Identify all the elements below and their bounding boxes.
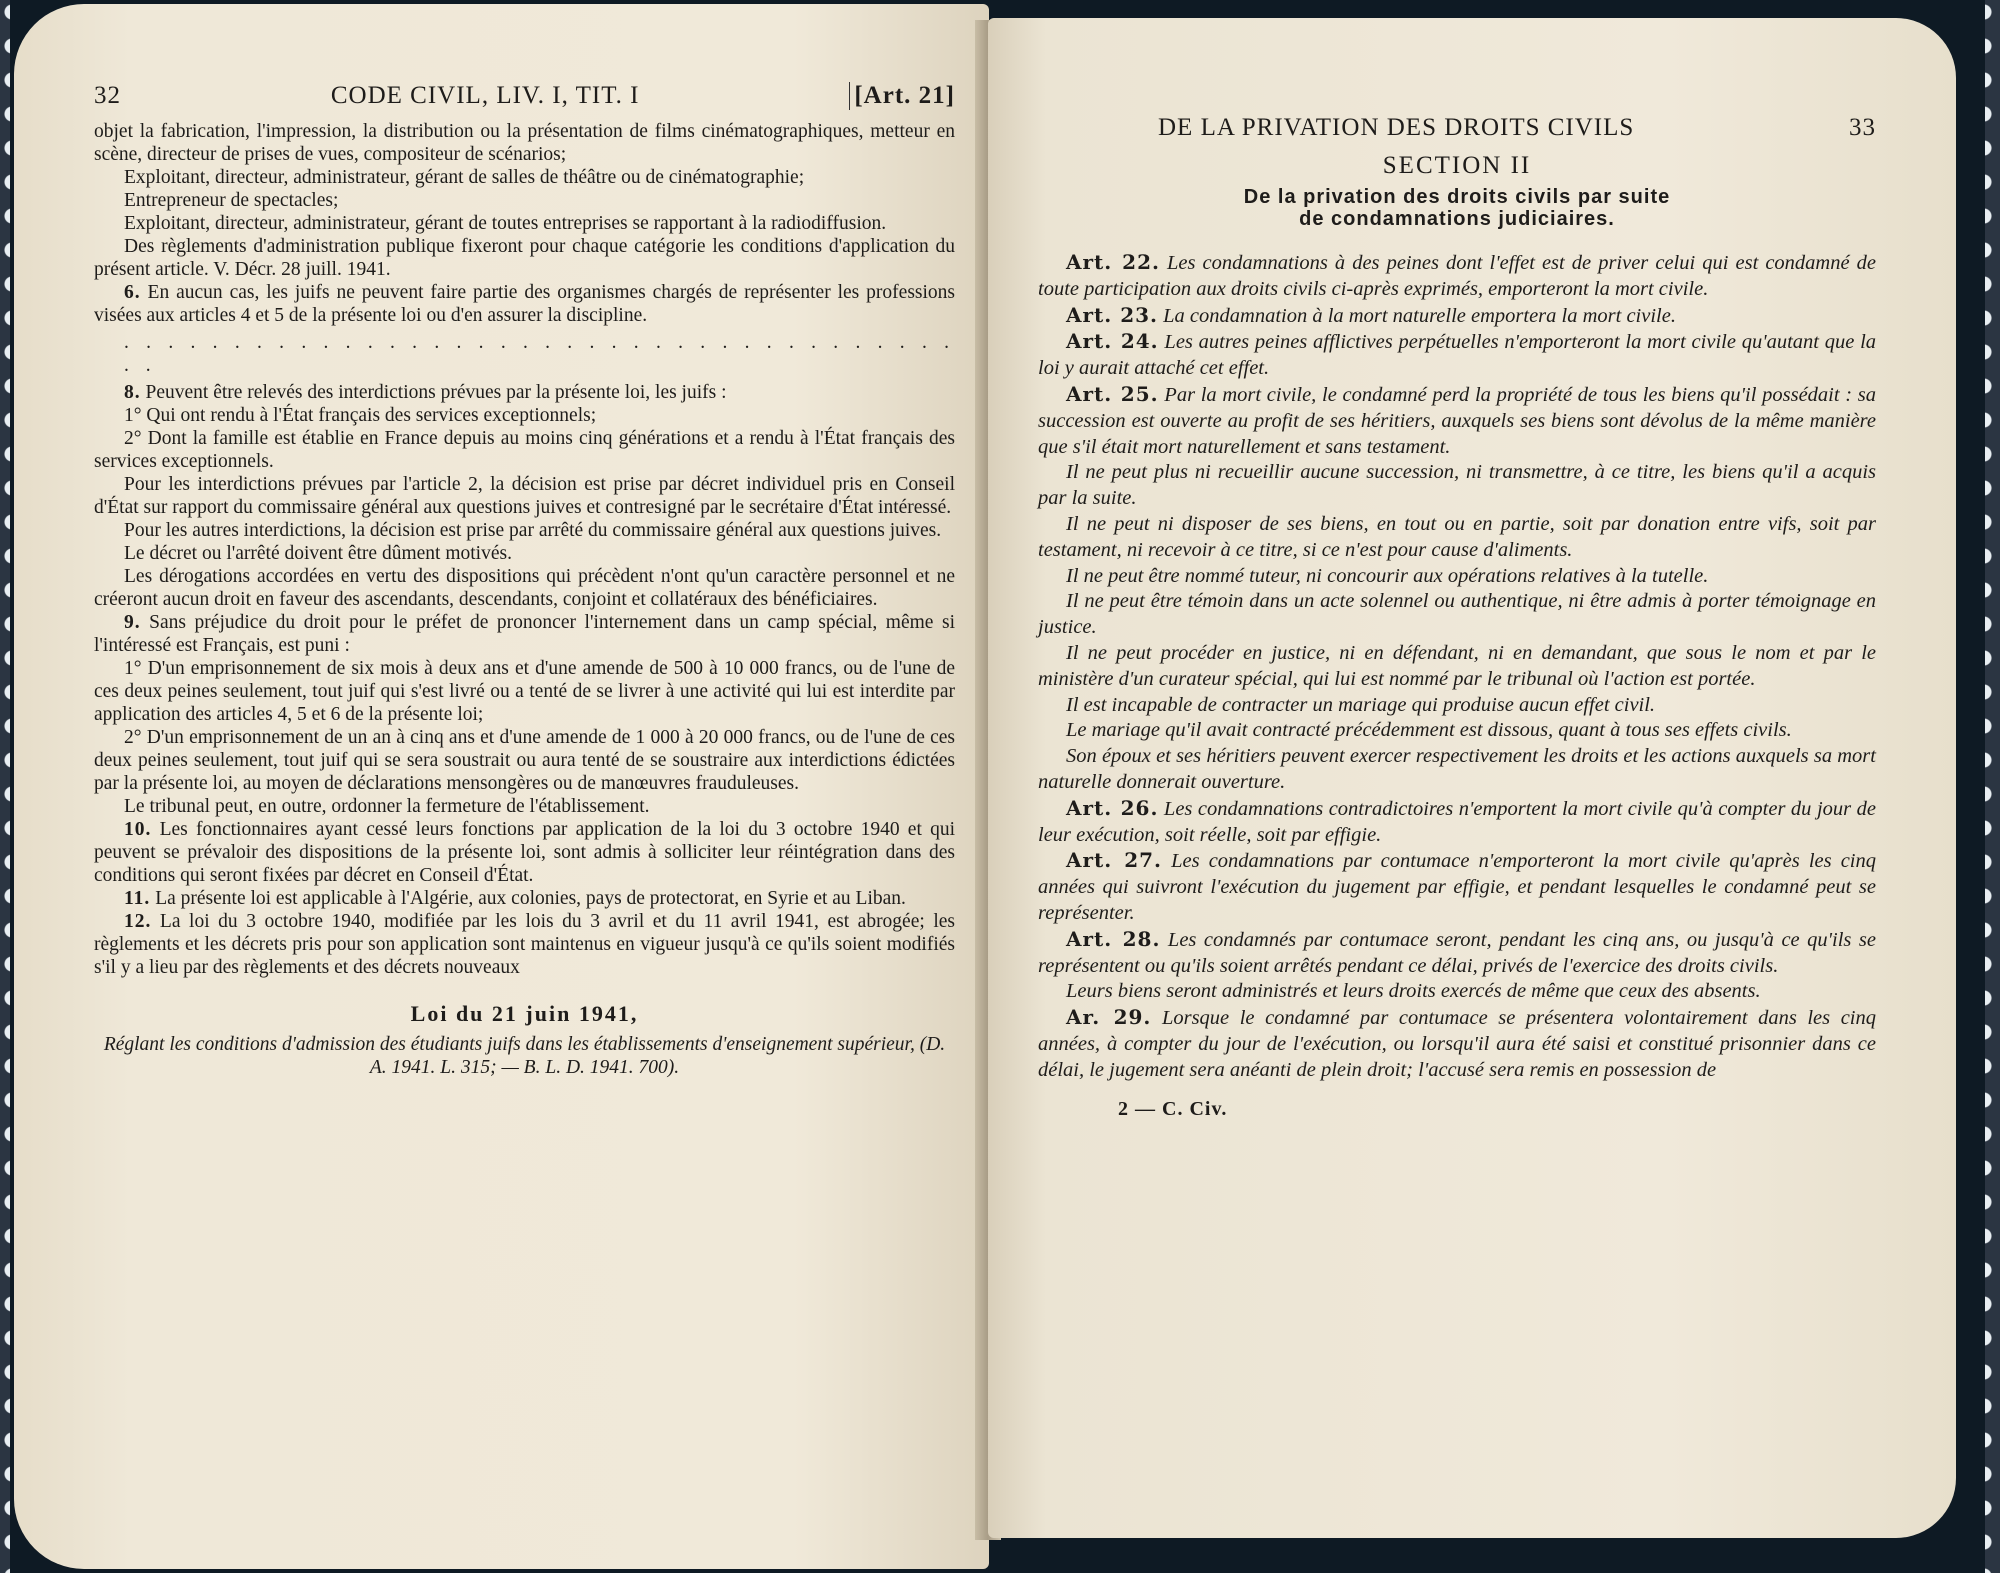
paragraph	[94, 404, 955, 427]
paragraph-text: Les dérogations accordées en vertu des dispositions qui précèdent n'ont qu'un caractère personnel et ne créeront aucun droit en faveur des ascendants, descendants, conjoint et collatéraux des bénéficiaires.	[94, 566, 955, 610]
paragraph-text: Le décret ou l'arrêté doivent être dûment motivés.	[124, 543, 512, 564]
paragraph-text: La présente loi est applicable à l'Algérie, aux colonies, pays de protectorat, en Syrie et au Liban.	[155, 888, 906, 909]
left-page	[14, 4, 989, 1569]
loi-title: Loi du 21 juin 1941,	[410, 1001, 639, 1026]
paragraph-text: objet la fabrication, l'impression, la distribution ou la présentation de films cinématographiques, metteur en scène, directeur de prises de vues, compositeur de scénarios;	[94, 121, 955, 165]
paragraph-text: 2° D'un emprisonnement de un an à cinq ans et d'une amende de 1 000 à 20 000 francs, ou de l'une de ces deux peines seulement, tout juif qui se sera soustrait ou aura tenté de se soustraire aux interdictions édictées par la présente loi, au moyen de déclarations mensongères ou de manœuvres frauduleuses.	[94, 727, 955, 794]
section-subtitle: De la privation des droits civils par suite de condamnations judiciaires.	[1243, 186, 1671, 230]
paragraph	[1038, 979, 1876, 1005]
paragraph-text: Les autres peines afflictives perpétuelles n'emporteront la mort civile qu'autant que la loi y aurait attaché cet effet.	[1038, 331, 1877, 380]
paragraph-text: Il ne peut être témoin dans un acte solennel ou authentique, ni être admis à porter témoignage en justice.	[1038, 590, 1876, 639]
paragraph-text: Par la mort civile, le condamné perd la propriété de tous les biens qu'il possédait : sa succession est ouverte au profit de ses héritiers, auxquels ses biens sont dévolus de la même manière que s'il était mort naturellement et sans testament.	[1038, 383, 1877, 458]
paragraph-text: Son époux et ses héritiers peuvent exercer respectivement les droits et les actions auxquels sa mort naturelle donnerait ouverture.	[1038, 745, 1876, 793]
paragraph-text: La loi du 3 octobre 1940, modifiée par les lois du 3 avril et du 11 avril 1941, est abrogée; les règlements et les décrets pris pour son application sont maintenus en vigueur jusqu'à ce qu'ils soient modifiés s'il y a lieu par des règlements et des décrets nouveaux	[94, 911, 955, 978]
article-label: Art. 24.	[1066, 329, 1159, 354]
paragraph-text: Des règlements d'administration publique fixeront pour chaque catégorie les conditions d'application du présent article. V. Décr. 28 juill. 1941.	[94, 236, 955, 280]
paragraph-text: Les condamnations à des peines dont l'effet est de priver celui qui est condamné de toute participation aux droits civils ci-après exprimés, emporteront la mort civile.	[1038, 252, 1876, 300]
article-label: Ar. 29.	[1066, 1005, 1152, 1030]
paragraph	[94, 565, 955, 611]
article-number: 6.	[124, 282, 141, 303]
paragraph-text: Sans préjudice du droit pour le préfet de prononcer l'internement dans un camp spécial, même si l'intéressé est Français, est puni :	[94, 612, 955, 656]
paragraph-text: Il ne peut être nommé tuteur, ni concourir aux opérations relatives à la tutelle.	[1066, 564, 1709, 587]
paragraph	[94, 281, 955, 327]
paragraph	[94, 189, 955, 212]
paragraph-text: En aucun cas, les juifs ne peuvent faire partie des organismes chargés de représenter les professions visées aux articles 4 et 5 de la présente loi ou d'en assurer la discipline.	[94, 282, 956, 326]
paragraph-text: Leurs biens seront administrés et leurs droits exercés de même que ceux des absents.	[1066, 980, 1761, 1003]
right-page-body	[1038, 250, 1876, 1084]
signature-mark: 2 — C. Civ.	[1118, 1097, 1228, 1120]
paragraph	[1038, 796, 1876, 849]
paragraph-text: Le mariage qu'il avait contracté précédemment est dissous, quant à tous ses effets civils.	[1066, 719, 1792, 742]
left-running-head	[94, 82, 955, 110]
paragraph	[94, 910, 955, 979]
article-label: Art. 25.	[1066, 381, 1159, 406]
article-label: Art. 26.	[1066, 795, 1159, 820]
paragraph-text: Il ne peut ni disposer de ses biens, en tout ou en partie, soit par donation entre vifs, soit par testament, ni recevoir à ce titre, si ce n'est pour cause d'aliments.	[1038, 512, 1876, 561]
article-number: 8.	[124, 382, 141, 403]
paragraph-text: La condamnation à la mort naturelle emportera la mort civile.	[1163, 304, 1676, 327]
paragraph-text: 2° Dont la famille est établie en France depuis au moins cinq générations et a rendu à l'État français des services exceptionnels.	[94, 428, 955, 472]
paragraph	[1038, 641, 1876, 693]
right-page	[988, 18, 1956, 1538]
paragraph	[94, 726, 955, 795]
paragraph-text: Pour les autres interdictions, la décision est prise par arrêté du commissaire général aux questions juives.	[124, 520, 942, 541]
paragraph	[94, 427, 955, 473]
paragraph	[94, 611, 955, 657]
paragraph-text: Exploitant, directeur, administrateur, gérant de salles de théâtre ou de cinématographie;	[124, 167, 805, 188]
paragraph	[1038, 744, 1876, 796]
article-label: Art. 28.	[1066, 926, 1161, 951]
paragraph-text: Le tribunal peut, en outre, ordonner la fermeture de l'établissement.	[124, 796, 650, 817]
paragraph-text: 1° Qui ont rendu à l'État français des services exceptionnels;	[124, 405, 597, 426]
paragraph	[1038, 512, 1876, 564]
left-running-title: CODE CIVIL, LIV. I, TIT. I	[330, 82, 640, 109]
right-page-number: 33	[1849, 114, 1876, 141]
article-number: 12.	[124, 911, 152, 932]
paragraph	[94, 542, 955, 565]
paragraph	[94, 235, 955, 281]
paragraph-text: Il ne peut procéder en justice, ni en défendant, ni en demandant, que sous le nom et par le ministère d'un curateur spécial, qui lui est nommé par le tribunal où l'action est portée.	[1038, 641, 1876, 690]
paragraph-text: Il est incapable de contracter un mariage qui produise aucun effet civil.	[1066, 693, 1656, 716]
loi-subtitle: Réglant les conditions d'admission des étudiants juifs dans les établissements d'enseignement supérieur, (D. A. 1941. L. 315; — B. L. D. 1941. 700).	[103, 1034, 946, 1078]
paragraph	[1038, 564, 1876, 590]
paragraph	[1038, 718, 1876, 744]
paragraph	[94, 381, 955, 404]
paragraph	[94, 795, 955, 818]
article-label: Art. 27.	[1066, 848, 1162, 873]
paragraph	[1038, 250, 1876, 303]
paragraph-text: Lorsque le condamné par contumace se présentera volontairement dans les cinq années, à compter du jour de l'exécution, ou lorsqu'il aura été saisi et constitué prisonnier dans ce délai, le jugement sera anéanti de plein droit; l'accusé sera remis en possession de	[1038, 1007, 1876, 1081]
paragraph	[1038, 382, 1876, 460]
paragraph	[1038, 460, 1876, 512]
left-page-body	[94, 120, 955, 979]
paragraph-text: Exploitant, directeur, administrateur, gérant de toutes entreprises se rapportant à la radiodiffusion.	[124, 213, 887, 234]
paragraph	[1038, 329, 1876, 382]
paragraph	[1038, 589, 1876, 641]
article-reference: [Art. 21]	[849, 82, 955, 110]
paragraph	[1038, 848, 1876, 926]
paragraph	[94, 120, 955, 166]
article-number: 9.	[124, 612, 141, 633]
paragraph	[94, 657, 955, 726]
article-number: 10.	[124, 819, 152, 840]
article-number: 11.	[124, 888, 151, 909]
paragraph-text: Les condamnations contradictoires n'emportent la mort civile qu'à compter du jour de leur exécution, soit réelle, soit par effigie.	[1038, 797, 1876, 846]
right-running-title: DE LA PRIVATION DES DROITS CIVILS	[1158, 114, 1635, 141]
paragraph-text: Peuvent être relevés des interdictions prévues par la présente loi, les juifs :	[145, 382, 727, 403]
paragraph-text: Pour les interdictions prévues par l'article 2, la décision est prise par décret individuel pris en Conseil d'État sur rapport du commissaire général aux questions juives et contresigné par le secrétaire d'État intéressé.	[94, 474, 955, 518]
article-label: Art. 23.	[1066, 302, 1159, 327]
paragraph	[94, 212, 955, 235]
paragraph	[1038, 693, 1876, 719]
paragraph-text: Entrepreneur de spectacles;	[124, 190, 339, 211]
paragraph	[94, 818, 955, 887]
paragraph-text: Les condamnés par contumace seront, pendant les cinq ans, ou jusqu'à ce qu'ils se représentent ou qu'ils soient arrêtés pendant ce délai, privés de l'exercice des droits civils.	[1038, 928, 1876, 977]
section-heading: SECTION II	[1382, 152, 1532, 179]
paragraph-text: Il ne peut plus ni recueillir aucune succession, ni transmettre, à ce titre, les biens qu'il a acquis par la suite.	[1038, 461, 1876, 510]
paragraph	[94, 473, 955, 519]
right-running-head	[1038, 114, 1876, 142]
paragraph	[94, 519, 955, 542]
article-label: Art. 22.	[1066, 250, 1160, 274]
paragraph	[94, 887, 955, 910]
left-page-number: 32	[94, 82, 121, 109]
paragraph	[1038, 1005, 1876, 1083]
paragraph-text: 1° D'un emprisonnement de six mois à deux ans et d'une amende de 500 à 10 000 francs, ou de l'une de ces deux peines seulement, tout juif qui s'est livré ou a tenté de se livrer à une activité qui lui est interdite par application des articles 4, 5 et 6 de la présente loi;	[94, 658, 955, 725]
paragraph	[1038, 303, 1876, 330]
ellipsis-dots: . . . . . . . . . . . . . . . . . . . . . . . . . . . . . . . . . . . . . . . .	[124, 332, 955, 376]
paragraph-text: Les fonctionnaires ayant cessé leurs fonctions par application de la loi du 3 octobre 1940 et qui peuvent se prévaloir des dispositions de la présente loi, sont admis à solliciter leur réintégration dans des conditions qui seront fixées par décret en Conseil d'État.	[94, 819, 956, 886]
paragraph-text: Les condamnations par contumace n'emporteront la mort civile qu'après les cinq années qui suivront l'exécution du jugement par effigie, et pendant lesquelles le condamné peut se représenter.	[1038, 850, 1876, 924]
paragraph	[1038, 927, 1876, 980]
paragraph	[94, 166, 955, 189]
